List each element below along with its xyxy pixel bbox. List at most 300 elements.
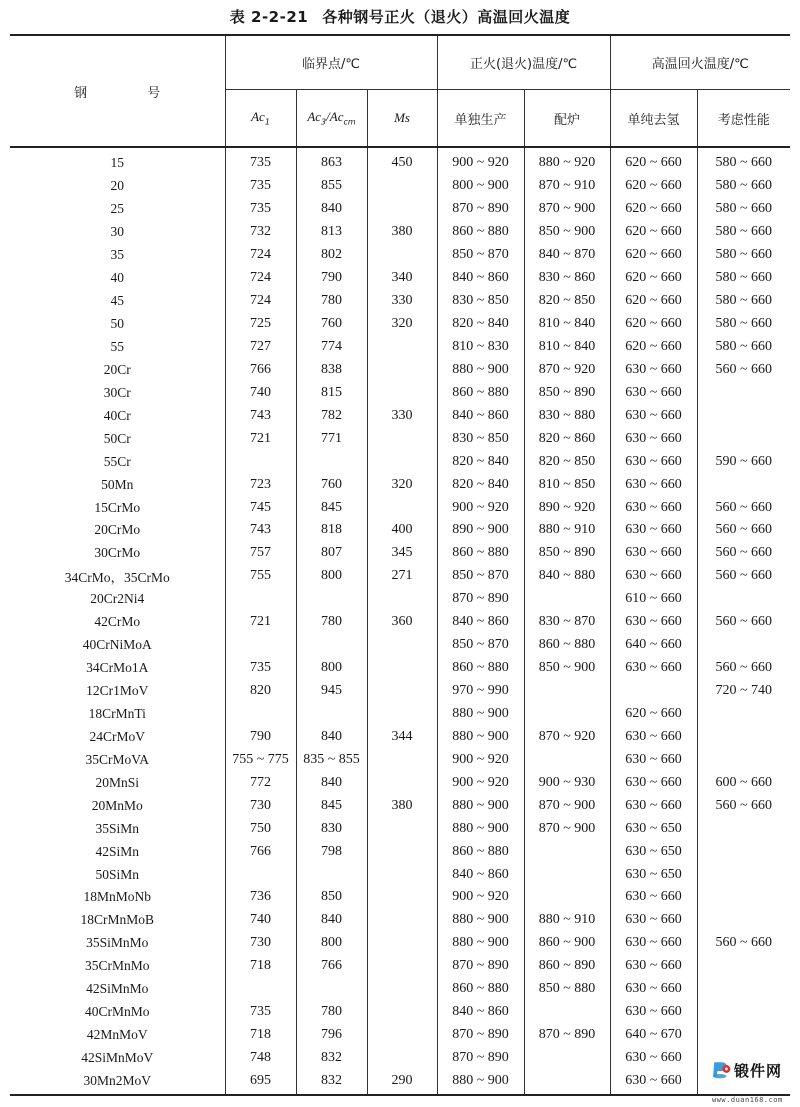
cell-ms: 290	[367, 1070, 437, 1096]
cell-dehydrogenation: 620 ~ 660	[610, 290, 697, 313]
table-row	[10, 175, 790, 198]
cell-ac1: 735	[225, 147, 296, 175]
cell-mixed-furnace: 880 ~ 910	[524, 909, 610, 932]
cell-ac3-accm	[296, 978, 367, 1001]
cell-single-production: 860 ~ 880	[437, 657, 524, 680]
cell-steel-grade: 42SiMnMo	[86, 981, 149, 997]
cell-ac1	[225, 703, 296, 726]
cell-ms: 320	[367, 473, 437, 496]
cell-dehydrogenation: 630 ~ 660	[610, 909, 697, 932]
cell-performance: 560 ~ 660	[697, 358, 790, 381]
table-row	[10, 863, 790, 886]
cell-dehydrogenation: 610 ~ 660	[610, 588, 697, 611]
cell-single-production: 820 ~ 840	[437, 450, 524, 473]
cell-mixed-furnace: 820 ~ 850	[524, 290, 610, 313]
cell-dehydrogenation: 630 ~ 660	[610, 978, 697, 1001]
cell-ac1: 723	[225, 473, 296, 496]
cell-ac1: 820	[225, 680, 296, 703]
cell-performance: 560 ~ 660	[697, 565, 790, 588]
table-row	[10, 358, 790, 381]
cell-dehydrogenation: 640 ~ 670	[610, 1024, 697, 1047]
cell-steel-grade: 20Cr	[103, 361, 131, 377]
cell-mixed-furnace: 840 ~ 880	[524, 565, 610, 588]
table-row	[10, 147, 790, 175]
cell-steel-grade: 35CrMnMo	[84, 958, 150, 974]
cell-ac1: 748	[225, 1047, 296, 1070]
cell-mixed-furnace: 860 ~ 880	[524, 634, 610, 657]
cell-ac3-accm: 850	[296, 886, 367, 909]
cell-ac3-accm: 802	[296, 244, 367, 267]
cell-ac3-accm: 798	[296, 840, 367, 863]
cell-mixed-furnace	[524, 1070, 610, 1096]
table-row	[10, 313, 790, 336]
cell-ac1: 721	[225, 427, 296, 450]
cell-ac3-accm: 863	[296, 147, 367, 175]
cell-ac1: 790	[225, 725, 296, 748]
table-row	[10, 1024, 790, 1047]
cell-ac3-accm: 771	[296, 427, 367, 450]
cell-steel-grade: 20CrMo	[94, 522, 141, 538]
cell-mixed-furnace	[524, 680, 610, 703]
cell-dehydrogenation: 620 ~ 660	[610, 221, 697, 244]
cell-dehydrogenation: 630 ~ 650	[610, 840, 697, 863]
cell-performance: 560 ~ 660	[697, 657, 790, 680]
cell-steel-grade: 55Cr	[103, 453, 131, 469]
cell-steel-grade: 42CrMo	[94, 614, 141, 630]
watermark-name: 锻件网	[734, 1062, 783, 1080]
cell-ac1: 735	[225, 175, 296, 198]
cell-single-production: 850 ~ 870	[437, 634, 524, 657]
cell-mixed-furnace	[524, 863, 610, 886]
cell-ac1: 766	[225, 358, 296, 381]
cell-performance	[697, 909, 790, 932]
cell-dehydrogenation: 630 ~ 660	[610, 519, 697, 542]
cell-ms: 330	[367, 290, 437, 313]
cell-ms: 340	[367, 267, 437, 290]
cell-single-production: 970 ~ 990	[437, 680, 524, 703]
cell-ac1: 724	[225, 244, 296, 267]
cell-steel-grade: 40Cr	[103, 407, 131, 423]
cell-mixed-furnace: 810 ~ 850	[524, 473, 610, 496]
cell-dehydrogenation: 630 ~ 660	[610, 932, 697, 955]
cell-single-production: 850 ~ 870	[437, 565, 524, 588]
cell-performance: 580 ~ 660	[697, 244, 790, 267]
cell-dehydrogenation: 630 ~ 660	[610, 794, 697, 817]
cell-ms	[367, 358, 437, 381]
table-number: 表 2-2-21	[229, 8, 309, 26]
cell-mixed-furnace: 850 ~ 880	[524, 978, 610, 1001]
cell-ms	[367, 244, 437, 267]
header-ac1: $Ac_1$	[225, 90, 296, 148]
cell-mixed-furnace: 870 ~ 920	[524, 358, 610, 381]
cell-ac3-accm: 790	[296, 267, 367, 290]
cell-dehydrogenation: 640 ~ 660	[610, 634, 697, 657]
cell-single-production: 880 ~ 900	[437, 358, 524, 381]
cell-ac1: 750	[225, 817, 296, 840]
cell-single-production: 870 ~ 890	[437, 955, 524, 978]
cell-ac1: 766	[225, 840, 296, 863]
cell-ms	[367, 932, 437, 955]
cell-dehydrogenation: 620 ~ 660	[610, 244, 697, 267]
cell-steel-grade: 35	[110, 247, 124, 263]
cell-ac3-accm: 800	[296, 932, 367, 955]
cell-ac3-accm	[296, 863, 367, 886]
cell-mixed-furnace: 850 ~ 900	[524, 221, 610, 244]
cell-single-production: 880 ~ 900	[437, 817, 524, 840]
cell-single-production: 880 ~ 900	[437, 909, 524, 932]
cell-single-production: 840 ~ 860	[437, 404, 524, 427]
cell-dehydrogenation: 620 ~ 660	[610, 703, 697, 726]
cell-ac3-accm: 840	[296, 725, 367, 748]
cell-ac3-accm	[296, 703, 367, 726]
cell-single-production: 860 ~ 880	[437, 978, 524, 1001]
cell-dehydrogenation: 620 ~ 660	[610, 175, 697, 198]
cell-ms	[367, 886, 437, 909]
cell-performance: 580 ~ 660	[697, 313, 790, 336]
watermark-url: www.duan168.com	[712, 1096, 783, 1104]
table-row	[10, 1070, 790, 1096]
cell-steel-grade: 18CrMnTi	[88, 705, 146, 721]
cell-ac1	[225, 450, 296, 473]
cell-dehydrogenation: 630 ~ 650	[610, 817, 697, 840]
cell-dehydrogenation: 620 ~ 660	[610, 198, 697, 221]
cell-steel-grade: 42SiMn	[95, 843, 139, 859]
cell-performance: 560 ~ 660	[697, 794, 790, 817]
header-dehydrogenation: 单纯去氢	[610, 90, 697, 148]
table-row	[10, 473, 790, 496]
cell-single-production: 830 ~ 850	[437, 290, 524, 313]
cell-mixed-furnace: 880 ~ 920	[524, 147, 610, 175]
table-caption: 各种钢号正火（退火）高温回火温度	[322, 8, 571, 26]
cell-single-production: 850 ~ 870	[437, 244, 524, 267]
cell-ac1: 755	[225, 565, 296, 588]
cell-mixed-furnace: 870 ~ 890	[524, 1024, 610, 1047]
cell-ac3-accm: 838	[296, 358, 367, 381]
table-row	[10, 404, 790, 427]
cell-dehydrogenation: 630 ~ 660	[610, 955, 697, 978]
cell-steel-grade: 25	[110, 201, 124, 217]
table-row	[10, 634, 790, 657]
cell-single-production: 860 ~ 880	[437, 381, 524, 404]
cell-mixed-furnace: 880 ~ 910	[524, 519, 610, 542]
tempering-temperature-table	[10, 34, 790, 1096]
cell-ms	[367, 450, 437, 473]
cell-single-production: 840 ~ 860	[437, 863, 524, 886]
cell-ac1: 718	[225, 1024, 296, 1047]
cell-single-production: 840 ~ 860	[437, 267, 524, 290]
cell-steel-grade: 34CrMo，35CrMo	[64, 570, 170, 586]
cell-ac1: 724	[225, 267, 296, 290]
cell-steel-grade: 45	[110, 293, 124, 309]
cell-steel-grade: 20Cr2Ni4	[90, 591, 145, 607]
cell-dehydrogenation: 630 ~ 660	[610, 427, 697, 450]
table-row	[10, 496, 790, 519]
cell-ms: 380	[367, 221, 437, 244]
cell-performance	[697, 817, 790, 840]
cell-mixed-furnace: 870 ~ 900	[524, 817, 610, 840]
cell-ac3-accm	[296, 634, 367, 657]
cell-mixed-furnace: 860 ~ 890	[524, 955, 610, 978]
cell-dehydrogenation: 630 ~ 660	[610, 473, 697, 496]
cell-performance: 600 ~ 660	[697, 771, 790, 794]
cell-performance	[697, 1024, 790, 1047]
cell-mixed-furnace	[524, 1001, 610, 1024]
cell-ac1: 695	[225, 1070, 296, 1096]
cell-ac3-accm: 832	[296, 1047, 367, 1070]
cell-ac1: 740	[225, 909, 296, 932]
cell-steel-grade: 15	[110, 155, 124, 171]
table-title	[0, 6, 800, 27]
cell-ac3-accm: 945	[296, 680, 367, 703]
cell-ac1: 745	[225, 496, 296, 519]
cell-performance: 560 ~ 660	[697, 519, 790, 542]
cell-dehydrogenation: 630 ~ 660	[610, 725, 697, 748]
cell-steel-grade: 30	[110, 224, 124, 240]
cell-single-production: 880 ~ 900	[437, 1070, 524, 1096]
cell-ac1	[225, 978, 296, 1001]
cell-ms	[367, 427, 437, 450]
cell-steel-grade: 12Cr1MoV	[86, 683, 149, 699]
cell-ac1: 721	[225, 611, 296, 634]
cell-ac1: 755 ~ 775	[225, 748, 296, 771]
cell-performance: 720 ~ 740	[697, 680, 790, 703]
cell-performance	[697, 863, 790, 886]
table-row	[10, 427, 790, 450]
forging-logo-icon	[712, 1060, 732, 1079]
table-row	[10, 267, 790, 290]
table-body	[10, 147, 790, 1095]
watermark	[712, 1060, 800, 1107]
cell-performance	[697, 381, 790, 404]
cell-dehydrogenation: 630 ~ 660	[610, 1070, 697, 1096]
cell-steel-grade: 50Cr	[103, 430, 131, 446]
cell-ms	[367, 1024, 437, 1047]
cell-ac1: 725	[225, 313, 296, 336]
cell-mixed-furnace	[524, 703, 610, 726]
cell-ms	[367, 703, 437, 726]
cell-performance	[697, 1001, 790, 1024]
cell-ac3-accm: 760	[296, 473, 367, 496]
cell-ac3-accm	[296, 450, 367, 473]
cell-mixed-furnace: 820 ~ 850	[524, 450, 610, 473]
table-row	[10, 290, 790, 313]
header-performance: 考虑性能	[697, 90, 790, 148]
cell-ms	[367, 680, 437, 703]
cell-single-production: 870 ~ 890	[437, 588, 524, 611]
cell-performance	[697, 588, 790, 611]
table-row	[10, 955, 790, 978]
cell-mixed-furnace: 890 ~ 920	[524, 496, 610, 519]
table-row	[10, 840, 790, 863]
cell-ac1: 735	[225, 1001, 296, 1024]
cell-performance	[697, 404, 790, 427]
cell-dehydrogenation: 630 ~ 660	[610, 611, 697, 634]
cell-ac1: 727	[225, 336, 296, 359]
table-row	[10, 909, 790, 932]
header-mixed-furnace: 配炉	[524, 90, 610, 148]
cell-ms	[367, 840, 437, 863]
cell-ms: 400	[367, 519, 437, 542]
cell-dehydrogenation	[610, 680, 697, 703]
cell-ac3-accm: 800	[296, 657, 367, 680]
cell-ac3-accm: 832	[296, 1070, 367, 1096]
cell-dehydrogenation: 630 ~ 650	[610, 863, 697, 886]
table-row	[10, 817, 790, 840]
cell-steel-grade: 40CrMnMo	[84, 1004, 150, 1020]
cell-ac3-accm: 815	[296, 381, 367, 404]
cell-performance	[697, 703, 790, 726]
header-steel-grade: 钢 号	[10, 35, 225, 147]
cell-single-production: 830 ~ 850	[437, 427, 524, 450]
table-row	[10, 381, 790, 404]
cell-performance: 560 ~ 660	[697, 542, 790, 565]
cell-ac1: 743	[225, 404, 296, 427]
cell-ms: 271	[367, 565, 437, 588]
cell-ac3-accm: 780	[296, 290, 367, 313]
cell-single-production: 900 ~ 920	[437, 886, 524, 909]
cell-performance: 580 ~ 660	[697, 198, 790, 221]
table-row	[10, 588, 790, 611]
cell-ms: 450	[367, 147, 437, 175]
table-row	[10, 221, 790, 244]
cell-performance	[697, 473, 790, 496]
table-row	[10, 657, 790, 680]
cell-steel-grade: 20MnMo	[91, 797, 143, 813]
cell-mixed-furnace	[524, 840, 610, 863]
cell-ac3-accm: 845	[296, 794, 367, 817]
cell-ms	[367, 817, 437, 840]
cell-steel-grade: 35CrMoVA	[85, 751, 149, 767]
cell-ac1	[225, 634, 296, 657]
table-row	[10, 932, 790, 955]
cell-dehydrogenation: 630 ~ 660	[610, 657, 697, 680]
table-row	[10, 198, 790, 221]
cell-dehydrogenation: 630 ~ 660	[610, 771, 697, 794]
cell-single-production: 880 ~ 900	[437, 703, 524, 726]
cell-steel-grade: 15CrMo	[94, 499, 141, 515]
header-ms: Ms	[367, 90, 437, 148]
cell-ac3-accm: 818	[296, 519, 367, 542]
cell-ac3-accm: 845	[296, 496, 367, 519]
cell-ac1: 730	[225, 794, 296, 817]
cell-mixed-furnace: 850 ~ 900	[524, 657, 610, 680]
cell-single-production: 860 ~ 880	[437, 221, 524, 244]
cell-ms	[367, 1047, 437, 1070]
cell-single-production: 880 ~ 900	[437, 932, 524, 955]
cell-dehydrogenation: 630 ~ 660	[610, 381, 697, 404]
cell-steel-grade: 40CrNiMoA	[82, 637, 152, 653]
table-row	[10, 978, 790, 1001]
cell-performance: 580 ~ 660	[697, 175, 790, 198]
cell-ac1: 735	[225, 657, 296, 680]
cell-ac3-accm: 813	[296, 221, 367, 244]
cell-steel-grade: 30CrMo	[94, 545, 141, 561]
cell-dehydrogenation: 630 ~ 660	[610, 450, 697, 473]
cell-ac3-accm: 840	[296, 771, 367, 794]
cell-dehydrogenation: 630 ~ 660	[610, 496, 697, 519]
cell-ac3-accm: 760	[296, 313, 367, 336]
cell-ms	[367, 748, 437, 771]
cell-steel-grade: 24CrMoV	[89, 728, 145, 744]
cell-ac3-accm: 782	[296, 404, 367, 427]
cell-performance	[697, 634, 790, 657]
cell-performance: 590 ~ 660	[697, 450, 790, 473]
table-row	[10, 771, 790, 794]
cell-single-production: 880 ~ 900	[437, 794, 524, 817]
cell-ac3-accm: 840	[296, 909, 367, 932]
cell-performance	[697, 725, 790, 748]
cell-mixed-furnace: 870 ~ 900	[524, 794, 610, 817]
cell-steel-grade: 42MnMoV	[86, 1027, 148, 1043]
cell-performance	[697, 748, 790, 771]
cell-dehydrogenation: 630 ~ 660	[610, 748, 697, 771]
table-row	[10, 1001, 790, 1024]
cell-steel-grade: 50Mn	[101, 476, 134, 492]
cell-mixed-furnace: 830 ~ 880	[524, 404, 610, 427]
cell-performance	[697, 427, 790, 450]
cell-ms: 344	[367, 725, 437, 748]
table-row	[10, 748, 790, 771]
table-row	[10, 611, 790, 634]
cell-steel-grade: 20MnSi	[95, 774, 139, 790]
cell-dehydrogenation: 630 ~ 660	[610, 404, 697, 427]
cell-mixed-furnace: 870 ~ 900	[524, 198, 610, 221]
cell-ac3-accm: 840	[296, 198, 367, 221]
cell-mixed-furnace	[524, 588, 610, 611]
cell-ms	[367, 909, 437, 932]
cell-steel-grade: 20	[110, 178, 124, 194]
cell-steel-grade: 30Mn2MoV	[10, 1070, 225, 1096]
cell-ms	[367, 1001, 437, 1024]
cell-single-production: 860 ~ 880	[437, 840, 524, 863]
cell-performance: 580 ~ 660	[697, 267, 790, 290]
cell-performance	[697, 955, 790, 978]
cell-ac1: 772	[225, 771, 296, 794]
cell-ac3-accm: 796	[296, 1024, 367, 1047]
cell-steel-grade: 55	[110, 338, 124, 354]
cell-single-production: 870 ~ 890	[437, 1047, 524, 1070]
header-normalizing-temp: 正火(退火)温度/℃	[437, 35, 610, 90]
cell-ac1: 718	[225, 955, 296, 978]
table-row	[10, 680, 790, 703]
header-ac3-accm: $Ac_3/Ac_{cm}$	[296, 90, 367, 148]
cell-steel-grade: 42SiMnMoV	[81, 1050, 154, 1066]
cell-ms	[367, 634, 437, 657]
cell-steel-grade: 50SiMn	[95, 866, 139, 882]
table-row	[10, 794, 790, 817]
cell-single-production: 870 ~ 890	[437, 1024, 524, 1047]
cell-ac1: 743	[225, 519, 296, 542]
cell-ms: 360	[367, 611, 437, 634]
cell-single-production: 900 ~ 920	[437, 147, 524, 175]
cell-mixed-furnace: 810 ~ 840	[524, 336, 610, 359]
cell-dehydrogenation: 630 ~ 660	[610, 886, 697, 909]
cell-mixed-furnace: 850 ~ 890	[524, 381, 610, 404]
cell-ac1: 736	[225, 886, 296, 909]
cell-mixed-furnace	[524, 886, 610, 909]
cell-single-production: 820 ~ 840	[437, 313, 524, 336]
cell-ms	[367, 863, 437, 886]
cell-single-production: 860 ~ 880	[437, 542, 524, 565]
cell-ms	[367, 198, 437, 221]
cell-performance: 580 ~ 660	[697, 221, 790, 244]
cell-performance: 560 ~ 660	[697, 611, 790, 634]
cell-steel-grade: 35SiMn	[95, 820, 139, 836]
cell-performance	[697, 840, 790, 863]
cell-ms	[367, 588, 437, 611]
cell-mixed-furnace: 810 ~ 840	[524, 313, 610, 336]
cell-ac3-accm: 807	[296, 542, 367, 565]
